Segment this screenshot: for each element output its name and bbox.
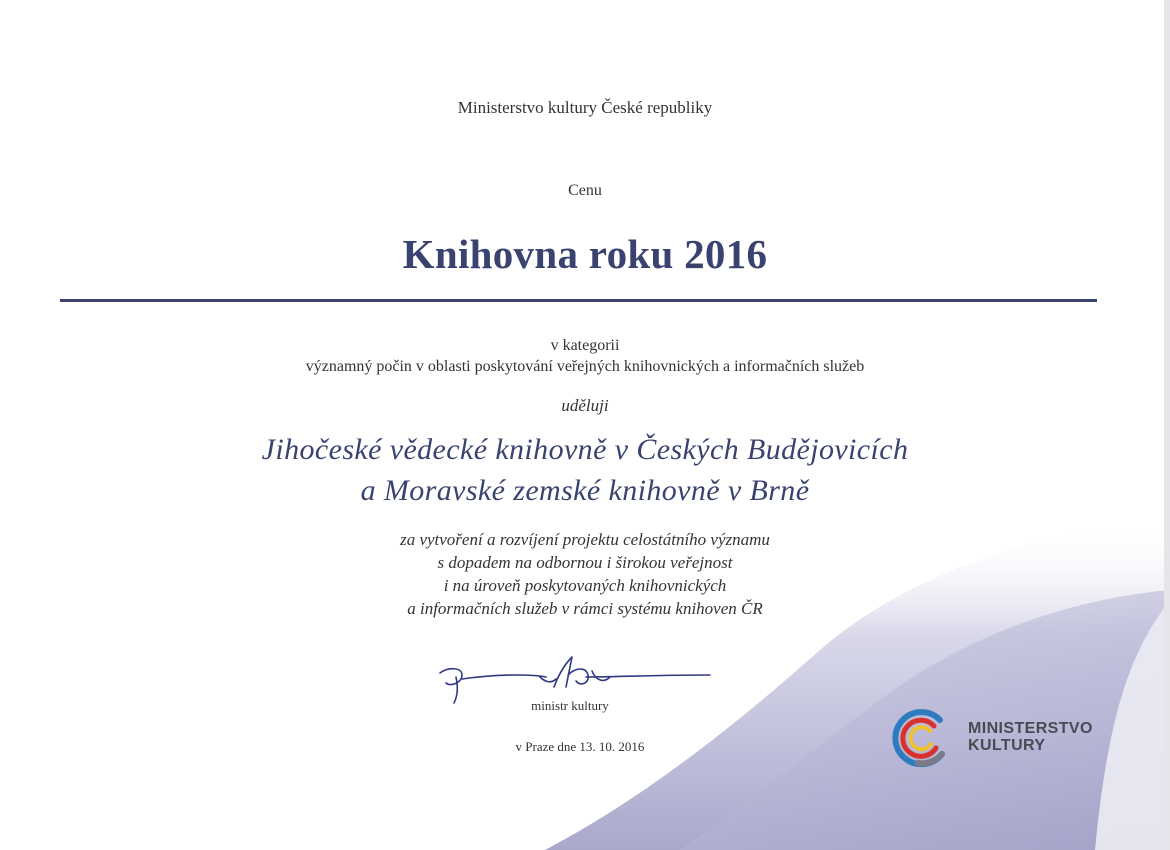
issuer-name: Ministerstvo kultury České republiky [457, 98, 713, 117]
logo-text-line: MINISTERSTVO [968, 720, 1093, 737]
logo-text-line: KULTURY [968, 737, 1046, 754]
signer-title: ministr kultury [531, 698, 609, 713]
reason-line: s dopadem na odbornou i širokou veřejnost [437, 553, 733, 572]
ministry-logo-text [968, 720, 1093, 754]
recipient-line: a Moravské zemské knihovně v Brně [360, 474, 810, 507]
scan-edge [1164, 0, 1170, 850]
category-label: v kategorii [550, 337, 620, 354]
award-intro: Cenu [568, 182, 602, 199]
reason-line: a informačních služeb v rámci systému knihoven ČR [407, 599, 763, 618]
category-text: významný počin v oblasti poskytování veřejných knihovnických a informačních služeb [305, 358, 865, 375]
reason-line: za vytvoření a rozvíjení projektu celostátního významu [400, 530, 770, 549]
place-and-date: v Praze dne 13. 10. 2016 [515, 739, 645, 754]
title-divider [60, 299, 1097, 302]
award-title: Knihovna roku 2016 [402, 231, 768, 277]
recipient-line: Jihočeské vědecké knihovně v Českých Budějovicích [261, 433, 909, 466]
reason-line: i na úroveň poskytovaných knihovnických [443, 576, 727, 595]
ministry-c-logo-icon [890, 706, 954, 770]
grant-word: uděluji [561, 396, 609, 415]
